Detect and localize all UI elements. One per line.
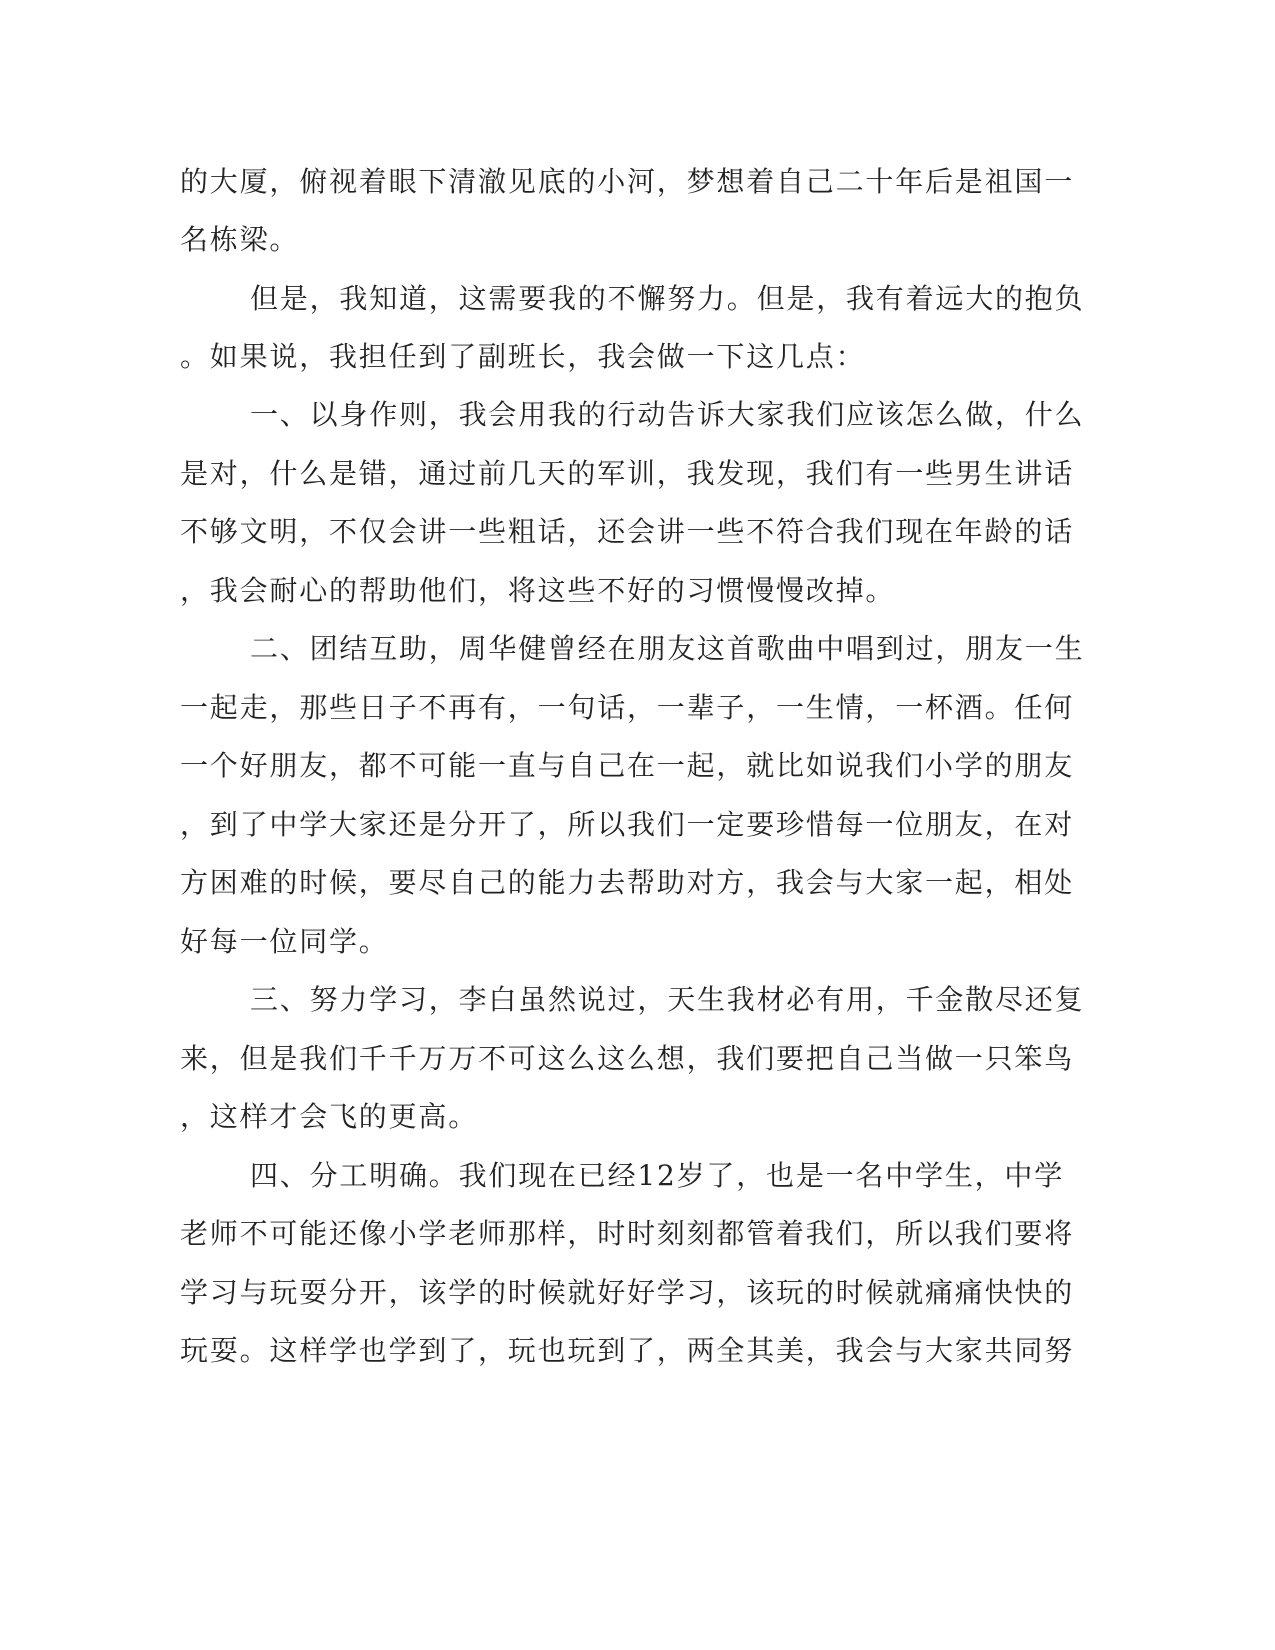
text-line: 二、团结互助，周华健曾经在朋友这首歌曲中唱到过，朋友一生 [250, 632, 1085, 665]
text-line: 老师不可能还像小学老师那样，时时刻刻都管着我们，所以我们要将 [180, 1217, 1075, 1250]
text-line: 一起走，那些日子不再有，一句话，一辈子，一生情，一杯酒。任何 [180, 691, 1075, 724]
text-line: ，到了中学大家还是分开了，所以我们一定要珍惜每一位朋友，在对 [180, 808, 1075, 841]
text-line: 三、努力学习，李白虽然说过，天生我材必有用，千金散尽还复 [250, 983, 1085, 1016]
text-line: 四、分工明确。我们现在已经12岁了，也是一名中学生，中学 [250, 1159, 1065, 1192]
text-line: 来，但是我们千千万万不可这么这么想，我们要把自己当做一只笨鸟 [180, 1042, 1075, 1075]
text-line: 名栋梁。 [180, 223, 300, 256]
text-line: ，这样才会飞的更高。 [180, 1100, 479, 1133]
text-line: 但是，我知道，这需要我的不懈努力。但是，我有着远大的抱负 [250, 282, 1085, 315]
text-line: 的大厦，俯视着眼下清澈见底的小河，梦想着自己二十年后是祖国一 [180, 165, 1075, 198]
text-line: 一个好朋友，都不可能一直与自己在一起，就比如说我们小学的朋友 [180, 749, 1075, 782]
text-line: 。如果说，我担任到了副班长，我会做一下这几点： [180, 340, 866, 373]
text-line: 一、以身作则，我会用我的行动告诉大家我们应该怎么做，什么 [250, 398, 1085, 431]
text-line: 是对，什么是错，通过前几天的军训，我发现，我们有一些男生讲话 [180, 457, 1075, 490]
text-line: 方困难的时候，要尽自己的能力去帮助对方，我会与大家一起，相处 [180, 866, 1075, 899]
text-line: 玩耍。这样学也学到了，玩也玩到了，两全其美，我会与大家共同努 [180, 1334, 1075, 1367]
text-line: 不够文明，不仅会讲一些粗话，还会讲一些不符合我们现在年龄的话 [180, 515, 1075, 548]
text-line: 好每一位同学。 [180, 925, 389, 958]
text-line: ，我会耐心的帮助他们，将这些不好的习惯慢慢改掉。 [180, 574, 896, 607]
text-line: 学习与玩耍分开，该学的时候就好好学习，该玩的时候就痛痛快快的 [180, 1276, 1075, 1309]
